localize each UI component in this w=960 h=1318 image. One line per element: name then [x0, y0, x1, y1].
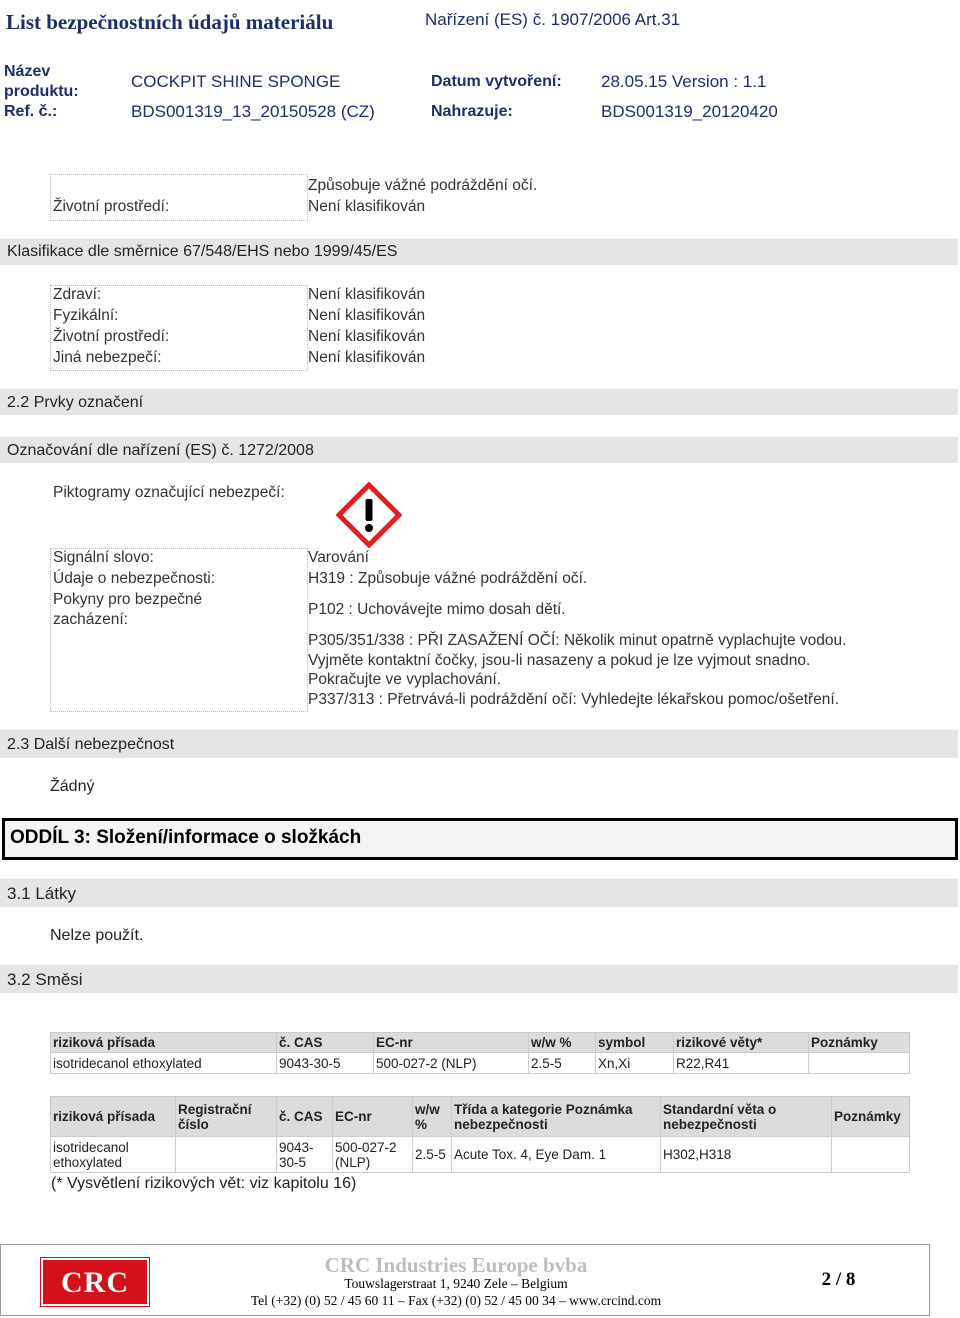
table-cell: isotridecanol ethoxylated — [51, 1053, 277, 1074]
column-header: Standardní věta o nebezpečnosti — [661, 1097, 832, 1137]
crc-logo — [41, 1258, 149, 1306]
table-header-row — [51, 1033, 910, 1053]
section-title: 2.3 Další nebezpečnost — [7, 736, 175, 753]
column-header: EC-nr — [374, 1033, 529, 1053]
product-name-label: Název — [4, 63, 51, 80]
column-header: w/w % — [529, 1033, 596, 1053]
table-header-row — [51, 1097, 910, 1137]
hazard-statement-h319: H319 : Způsobuje vážné podráždění očí. — [308, 570, 588, 587]
pictograms-label: Piktogramy označující nebezpečí: — [53, 484, 285, 501]
composition-table-dsd — [50, 1032, 910, 1074]
column-header: Poznámky — [832, 1097, 910, 1137]
risk-phrases-footnote: (* Vysvětlení rizikových vět: viz kapitolu 16) — [51, 1175, 357, 1192]
composition-table-clp — [50, 1096, 910, 1173]
column-header: riziková přísada — [51, 1033, 277, 1053]
column-header: riziková přísada — [51, 1097, 176, 1137]
physical-label: Fyzikální: — [53, 307, 119, 324]
precautionary-label: Pokyny pro bezpečné — [53, 591, 203, 608]
company-contact: Tel (+32) (0) 52 / 45 60 11 – Fax (+32) (0) 52 / 45 00 34 – www.crcind.com — [250, 1293, 662, 1308]
other-hazards-value: Není klasifikován — [308, 349, 426, 366]
ref-value: BDS001319_13_20150528 (CZ) — [131, 102, 375, 121]
regulation-reference: Nařízení (ES) č. 1907/2006 Art.31 — [425, 10, 681, 29]
physical-value: Není klasifikován — [308, 307, 426, 324]
table-cell: 9043-30-5 — [277, 1137, 333, 1173]
exclamation-mark-pictogram-icon — [336, 482, 402, 548]
section-3-heading — [2, 818, 958, 860]
environment-label: Životní prostředí: — [53, 328, 170, 345]
health-value: Není klasifikován — [308, 286, 426, 303]
replaces-value: BDS001319_20120420 — [601, 102, 778, 121]
column-header: symbol — [596, 1033, 674, 1053]
table-row — [51, 1137, 910, 1173]
table-cell: 2.5-5 — [413, 1137, 452, 1173]
section-title: 2.2 Prvky označení — [7, 394, 144, 411]
substances-value: Nelze použít. — [50, 927, 144, 944]
section-title: 3.1 Látky — [7, 884, 76, 903]
page-number: 2 / 8 — [821, 1269, 856, 1290]
table-cell: 9043-30-5 — [277, 1053, 374, 1074]
table-cell: isotridecanol ethoxylated — [51, 1137, 176, 1173]
product-name: COCKPIT SHINE SPONGE — [131, 72, 341, 91]
table-cell — [809, 1053, 910, 1074]
table-cell: Acute Tox. 4, Eye Dam. 1 — [452, 1137, 661, 1173]
table-cell: H302,H318 — [661, 1137, 832, 1173]
page-footer — [0, 1244, 930, 1316]
table-cell — [176, 1137, 277, 1173]
precaution-p337: P337/313 : Přetrvává-li podráždění očí: Vyhledejte lékařskou pomoc/ošetření. — [308, 691, 840, 708]
table-cell: 2.5-5 — [529, 1053, 596, 1074]
hazard-statements-label: Údaje o nebezpečnosti: — [53, 570, 216, 587]
env-label: Životní prostředí: — [53, 198, 170, 215]
section-heading-3-2 — [0, 964, 958, 993]
table-cell: R22,R41 — [674, 1053, 809, 1074]
precautionary-label-2: zacházení: — [53, 611, 128, 628]
env-classification: Není klasifikován — [308, 198, 426, 215]
ref-label: Ref. č.: — [4, 103, 58, 120]
document-title: List bezpečnostních údajů materiálu — [6, 10, 334, 34]
other-hazards-value: Žádný — [50, 778, 95, 795]
health-label: Zdraví: — [53, 286, 102, 303]
column-header: Třída a kategorie Poznámka nebezpečnosti — [452, 1097, 661, 1137]
crc-logo-text: CRC — [61, 1266, 129, 1299]
section-heading-67-548 — [0, 238, 958, 265]
precaution-p305-line3: Pokračujte ve vyplachování. — [308, 671, 501, 688]
company-name: CRC Industries Europe bvba — [324, 1253, 588, 1277]
table-cell: 500-027-2 (NLP) — [333, 1137, 413, 1173]
signal-word-label: Signální slovo: — [53, 549, 154, 566]
replaces-label: Nahrazuje: — [431, 103, 513, 120]
column-header: č. CAS — [277, 1033, 374, 1053]
product-name-label-2: produktu: — [4, 83, 79, 100]
precaution-p305-line2: Vyjměte kontaktní čočky, jsou-li nasazeny a pokud je lze vyjmout snadno. — [308, 652, 811, 669]
table-cell: 500-027-2 (NLP) — [374, 1053, 529, 1074]
section-title: 3.2 Směsi — [7, 970, 83, 989]
section-title: Klasifikace dle směrnice 67/548/EHS nebo 1999/45/ES — [7, 243, 398, 260]
column-header: w/w % — [413, 1097, 452, 1137]
other-hazards-label: Jiná nebezpečí: — [53, 349, 162, 366]
precaution-p102: P102 : Uchovávejte mimo dosah dětí. — [308, 601, 566, 618]
table-row — [51, 1053, 910, 1074]
section-heading-2-2 — [0, 388, 958, 415]
column-header: Poznámky — [809, 1033, 910, 1053]
column-header: Registrační číslo — [176, 1097, 277, 1137]
table-cell — [832, 1137, 910, 1173]
company-address: Touwslagerstraat 1, 9240 Zele – Belgium — [344, 1276, 568, 1291]
section-3-title: ODDÍL 3: Složení/informace o složkách — [10, 827, 362, 848]
env-hazard-text: Způsobuje vážné podráždění očí. — [308, 177, 538, 194]
section-heading-3-1 — [0, 878, 958, 907]
subsection-heading-clp — [0, 436, 958, 463]
subsection-title: Označování dle nařízení (ES) č. 1272/2008 — [7, 442, 314, 459]
column-header: EC-nr — [333, 1097, 413, 1137]
environment-value: Není klasifikován — [308, 328, 426, 345]
signal-word-value: Varování — [308, 549, 369, 566]
date-label: Datum vytvoření: — [431, 73, 562, 90]
precaution-p305-line1: P305/351/338 : PŘI ZASAŽENÍ OČÍ: Několik minut opatrně vyplachujte vodou. — [308, 632, 847, 649]
column-header: č. CAS — [277, 1097, 333, 1137]
column-header: rizikové věty* — [674, 1033, 809, 1053]
table-cell: Xn,Xi — [596, 1053, 674, 1074]
section-heading-2-3 — [0, 729, 958, 758]
date-value: 28.05.15 Version : 1.1 — [601, 72, 767, 91]
